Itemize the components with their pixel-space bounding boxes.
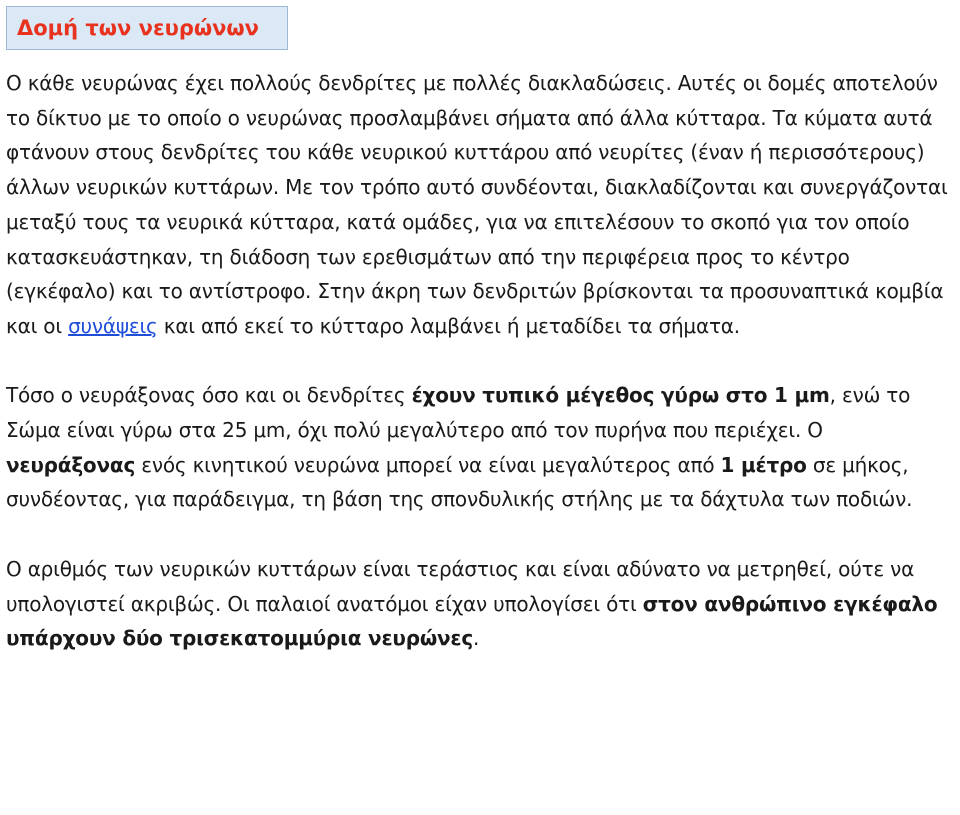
paragraph-text: ενός κινητικού νευρώνα μπορεί να είναι μεγαλύτερος από: [135, 452, 721, 477]
paragraph-dendrites: [6, 66, 956, 344]
document-body: [6, 66, 956, 656]
paragraph-count: [6, 552, 956, 656]
synapses-link[interactable]: συνάψεις: [68, 313, 158, 338]
page-title: Δομή των νευρώνων: [6, 6, 288, 50]
paragraph-size: [6, 378, 956, 517]
paragraph-text: .: [473, 626, 480, 651]
bold-text: νευράξονας: [6, 452, 136, 477]
paragraph-text: Τόσο ο νευράξονας όσο και οι δενδρίτες: [6, 383, 412, 408]
paragraph-text: Ο αριθμός των νευρικών κυττάρων είναι τεράστιος και είναι αδύνατο να μετρηθεί, ούτε να υπολογιστεί ακριβώς. Οι παλαιοί ανατόμοι είχαν υπολογίσει ότι: [6, 556, 915, 616]
bold-text: στον ανθρώπινο εγκέφαλο υπάρχουν δύο τρισεκατομμύρια νευρώνες: [6, 591, 938, 651]
bold-text: έχουν τυπικό μέγεθος γύρω στο 1 μm: [411, 383, 830, 408]
paragraph-text: , ενώ το Σώμα είναι γύρω στα 25 μm, όχι πολύ μεγαλύτερο από τον πυρήνα που περιέχει. Ο: [6, 383, 911, 443]
paragraph-text: Ο κάθε νευρώνας έχει πολλούς δενδρίτες με πολλές διακλαδώσεις. Αυτές οι δομές αποτελούν το δίκτυο με το οποίο ο νευρώνας προσλαμβάνει σήματα από άλλα κύτταρα. Τα κύματα αυτά φτάνουν στους δενδρίτες του κάθε νευρικού κυττάρου από νευρίτες (έναν ή περισσότερους) άλλων νευρικών κυττάρων. Με τον τρόπο αυτό συνδέονται, διακλαδίζονται και συνεργάζονται μεταξύ τους τα νευρικά κύτταρα, κατά ομάδες, για να επιτελέσουν το σκοπό για τον οποίο κατασκευάστηκαν, τη διάδοση των ερεθισμάτων από την περιφέρεια προς το κέντρο (εγκέφαλο) και το αντίστροφο. Στην άκρη των δενδριτών βρίσκονται τα προσυναπτικά κομβία και οι: [6, 71, 948, 338]
paragraph-text: σε μήκος, συνδέοντας, για παράδειγμα, τη βάση της σπονδυλικής στήλης με τα δάχτυλα των ποδιών.: [6, 452, 913, 512]
paragraph-text: και από εκεί το κύτταρο λαμβάνει ή μεταδίδει τα σήματα.: [157, 313, 740, 338]
bold-text: 1 μέτρο: [720, 452, 807, 477]
